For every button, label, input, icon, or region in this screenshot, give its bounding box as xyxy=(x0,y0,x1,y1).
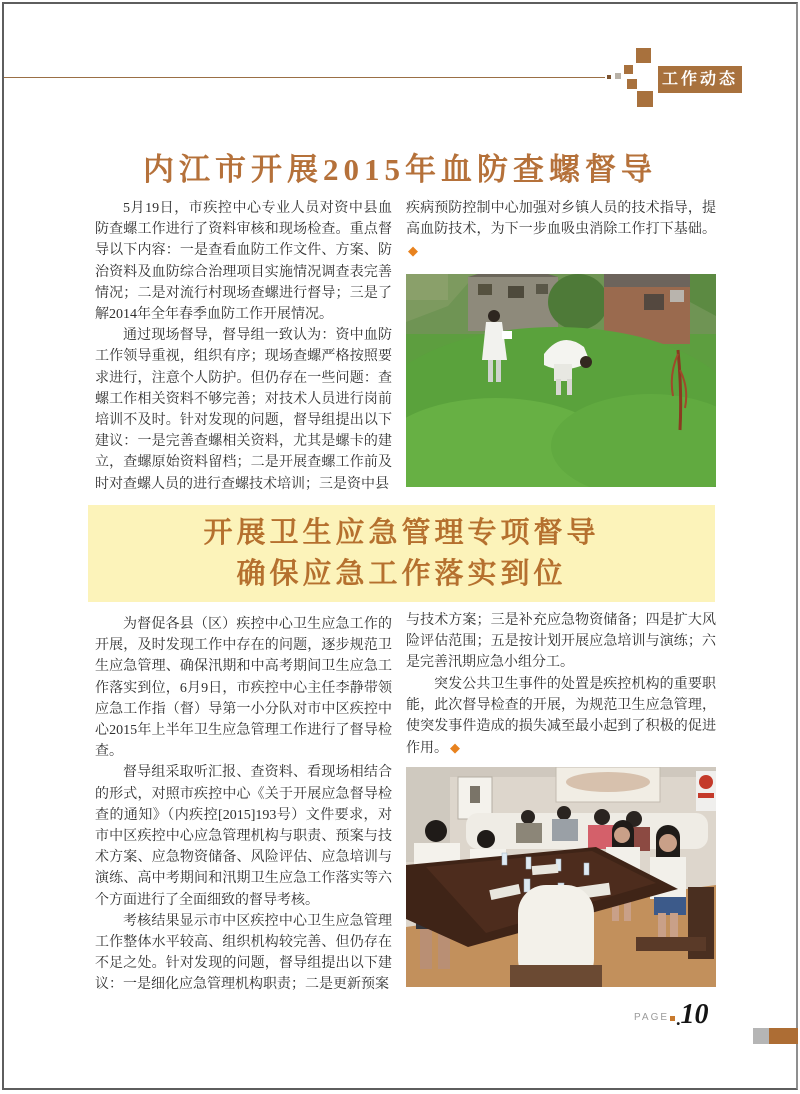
field-photo-illustration xyxy=(406,274,716,487)
paragraph xyxy=(406,198,716,263)
end-diamond-icon: ◆ xyxy=(450,740,460,756)
paragraph: 督导组采取听汇报、查资料、看现场相结合的形式，对照市疾控中心《关于开展应急督导检查的通知》（内疾控[2015]193号）文件要求，对市中区疾控中心应急管理机构与职责、预案与技术方案、应急物资储备、风险评估、应急培训与演练、高中考期间和汛期卫生应急工作落实等六个方面进行了全面细致的督导考核。 xyxy=(95,765,392,908)
corner-bar-brown xyxy=(769,1028,798,1044)
paragraph xyxy=(406,674,716,760)
article1-left-column xyxy=(95,198,392,495)
paragraph: 与技术方案；三是补充应急物资储备；四是扩大风险评估范围；五是按计划开展应急培训与演练；六是完善汛期应急小组分工。 xyxy=(406,613,716,671)
article1-right-column xyxy=(406,198,716,487)
paragraph: 考核结果显示市中区疾控中心卫生应急管理工作整体水平较高、组织机构较完善、但仍存在不足之处。针对发现的问题，督导组提出以下建议：一是细化应急管理机构职责；二是更新预案 xyxy=(95,913,392,993)
paragraph: 为督促各县（区）疾控中心卫生应急工作的开展，及时发现工作中存在的问题，逐步规范卫生应急管理、确保汛期和中高考期间卫生应急工作落实到位，6月9日，市疾控中心主任李静带领应急工作指（督）导第一小分队对市中区疾控中心2015年上半年卫生应急管理工作进行了督导检查。 xyxy=(95,617,392,760)
corner-decoration xyxy=(753,1028,798,1044)
deco-square-icon xyxy=(615,73,621,79)
deco-square-icon xyxy=(637,91,653,107)
end-diamond-icon: ◆ xyxy=(408,243,418,259)
corner-bar-gray xyxy=(753,1028,769,1044)
page-separator: . xyxy=(676,1009,681,1029)
page-footer xyxy=(634,999,709,1030)
paragraph: 5月19日，市疾控中心专业人员对资中县血防查螺工作进行了资料审核和现场检查。重点督导以下内容：一是查看血防工作文件、方案、防治资料及血防综合治理项目实施情况调查表完善情况；二是对流行村现场查螺进行督导；三是了解2014年全年春季血防工作开展情况。 xyxy=(95,201,392,323)
article2-left-column xyxy=(95,614,392,996)
deco-square-icon xyxy=(624,65,633,74)
article2-title-line2: 确保应急工作落实到位 xyxy=(236,557,567,590)
deco-square-icon xyxy=(607,75,611,79)
deco-square-icon xyxy=(627,79,637,89)
article2-title xyxy=(203,513,599,595)
paragraph-text: 疾病预防控制中心加强对乡镇人员的技术指导，提高血防技术，为下一步血吸虫消除工作打下基础。 xyxy=(406,201,716,238)
deco-square-icon xyxy=(636,48,651,63)
photo-meeting-room xyxy=(406,767,716,987)
magazine-page xyxy=(2,2,798,1090)
article2-right-column xyxy=(406,610,716,987)
article2-title-line1: 开展卫生应急管理专项督导 xyxy=(203,516,600,549)
paragraph-text: 突发公共卫生事件的处置是疾控机构的重要职能，此次督导检查的开展，为规范卫生应急管理，使突发事件造成的损失减至最小起到了积极的促进作用。 xyxy=(406,676,716,757)
section-tag: 工作动态 xyxy=(658,66,742,93)
meeting-photo-illustration xyxy=(406,767,716,987)
article2-title-box xyxy=(88,505,715,602)
page-label: PAGE xyxy=(634,1012,670,1023)
page-marker-square-icon xyxy=(670,1016,675,1021)
paragraph: 通过现场督导，督导组一致认为：资中血防工作领导重视，组织有序；现场查螺严格按照要求进行，注意个人防护。但仍存在一些问题：查螺工作相关资料不够完善；对技术人员进行岗前培训不及时。针对发现的问题，督导组提出以下建议：一是完善查螺相关资料，尤其是螺卡的建立，查螺原始资料留档；二是开展查螺工作前及时对查螺人员的进行查螺技术培训；三是资中县 xyxy=(95,328,392,492)
photo-field-snail-survey xyxy=(406,274,716,487)
article1-title: 内江市开展2015年血防查螺督导 xyxy=(143,152,657,187)
page-number: 10 xyxy=(680,999,709,1030)
header-rule xyxy=(4,77,605,78)
